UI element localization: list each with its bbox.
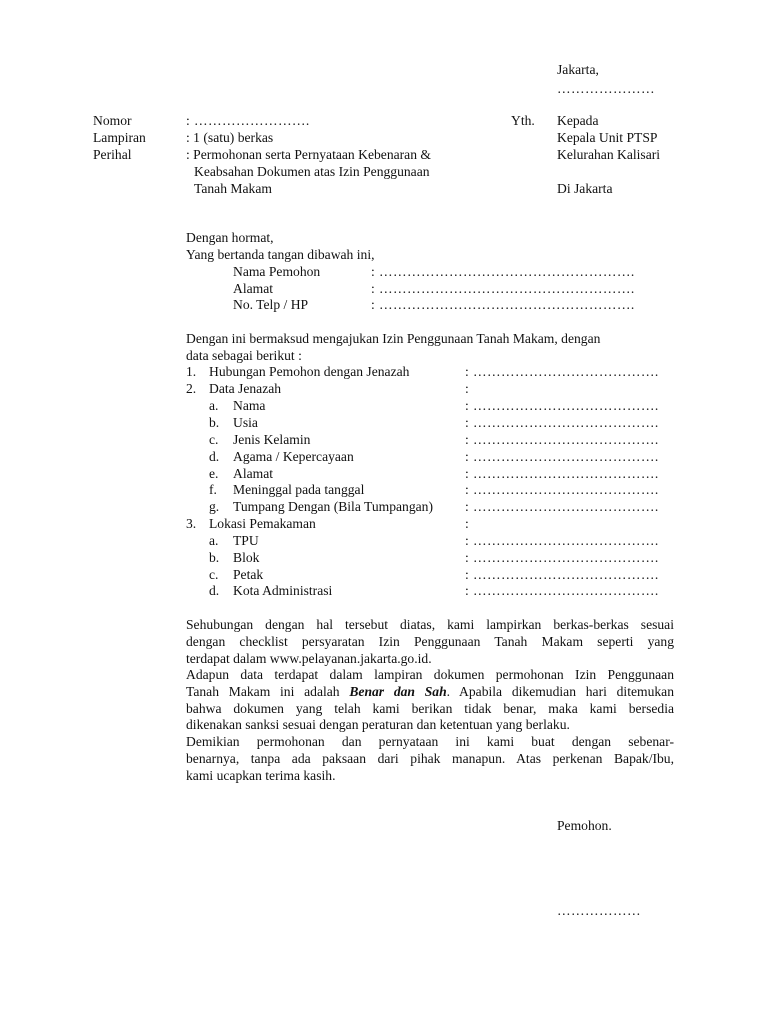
benar-dan-sah: Benar dan Sah xyxy=(349,683,447,699)
para2-line-3: bahwa dokumen yang telah kami berikan tidak benar, maka kami bersedia xyxy=(186,700,674,716)
signature-line: ……………… xyxy=(557,903,641,918)
item-sub-letter: a. xyxy=(209,533,219,548)
item-value: : …………………………………. xyxy=(465,398,659,413)
recipient-line-3: Kelurahan Kalisari xyxy=(557,147,661,162)
item-sub-letter: a. xyxy=(209,398,219,413)
para2-line-1: Adapun data terdapat dalam lampiran dokumen permohonan Izin Penggunaan xyxy=(186,667,674,682)
item-label: Jenis Kelamin xyxy=(233,432,311,447)
para1-line-2: dengan checklist persyaratan Izin Penggunaan Tanah Makam seperti yang xyxy=(186,633,674,649)
para2-line-2-post: . Apabila dikemudian hari ditemukan xyxy=(446,683,674,699)
para2-line-4: dikenakan sanksi sesuai dengan peraturan dan ketentuan yang berlaku. xyxy=(186,717,570,733)
intro-text: Yang bertanda tangan dibawah ini, xyxy=(186,247,375,262)
field-label-telp: No. Telp / HP xyxy=(233,297,309,312)
date-placeholder: ………………… xyxy=(557,81,655,96)
item-sub-letter: d. xyxy=(209,583,220,598)
item-sub-letter: c. xyxy=(209,432,219,447)
item-value: : …………………………………. xyxy=(465,583,659,598)
para3-line-1: Demikian permohonan dan pernyataan ini kami buat dengan sebenar- xyxy=(186,734,674,749)
field-value-nama-pemohon: : ………………………………………………. xyxy=(371,264,635,279)
paragraph-attachments xyxy=(186,617,674,667)
item-label: TPU xyxy=(233,533,259,548)
paragraph-closing xyxy=(186,734,674,784)
item-sub-letter: e. xyxy=(209,466,219,481)
item-value: : …………………………………. xyxy=(465,533,659,548)
item-label: Tumpang Dengan (Bila Tumpangan) xyxy=(233,499,434,514)
meta-label-lampiran: Lampiran xyxy=(93,130,146,145)
item-label: Petak xyxy=(233,567,264,582)
salutation: Dengan hormat, xyxy=(186,230,274,245)
item-label: Lokasi Pemakaman xyxy=(209,516,316,531)
recipient-line-2: Kepala Unit PTSP xyxy=(557,130,658,145)
meta-label-perihal: Perihal xyxy=(93,147,132,162)
meta-value-perihal: : Permohonan serta Pernyataan Kebenaran & xyxy=(186,147,431,162)
item-label: Agama / Kepercayaan xyxy=(233,449,354,464)
item-value: : …………………………………. xyxy=(465,466,659,481)
item-value: : …………………………………. xyxy=(465,364,659,379)
para1-line-1: Sehubungan dengan hal tersebut diatas, kami lampirkan berkas-berkas sesuai xyxy=(186,617,674,632)
perihal-cont-2: Tanah Makam xyxy=(194,181,272,196)
recipient-line-1: Kepada xyxy=(557,113,599,128)
item-label: Blok xyxy=(233,550,260,565)
item-value: : xyxy=(465,381,469,396)
paragraph-declaration xyxy=(186,667,674,734)
para2-line-2 xyxy=(186,684,674,701)
item-label: Usia xyxy=(233,415,258,430)
item-label: Nama xyxy=(233,398,266,413)
item-label: Alamat xyxy=(233,466,274,481)
field-value-telp: : ………………………………………………. xyxy=(371,297,635,312)
meta-value-lampiran: : 1 (satu) berkas xyxy=(186,130,274,145)
item-label: Data Jenazah xyxy=(209,381,282,396)
purpose-line-1: Dengan ini bermaksud mengajukan Izin Penggunaan Tanah Makam, dengan xyxy=(186,331,601,346)
item-sub-letter: d. xyxy=(209,449,220,464)
item-sub-letter: b. xyxy=(209,415,220,430)
signature-label: Pemohon. xyxy=(557,818,612,833)
yth-label: Yth. xyxy=(511,113,535,128)
item-value: : xyxy=(465,516,469,531)
para1-line-3: terdapat dalam www.pelayanan.jakarta.go.id. xyxy=(186,650,432,666)
item-value: : …………………………………. xyxy=(465,432,659,447)
item-sub-letter: b. xyxy=(209,550,220,565)
item-sub-letter: g. xyxy=(209,499,220,514)
para2-line-2-pre: Tanah Makam ini adalah xyxy=(186,683,350,699)
field-label-nama-pemohon: Nama Pemohon xyxy=(233,264,321,279)
perihal-cont-1: Keabsahan Dokumen atas Izin Penggunaan xyxy=(194,164,430,179)
item-value: : …………………………………. xyxy=(465,550,659,565)
item-label: Meninggal pada tanggal xyxy=(233,482,365,497)
item-sub-letter: c. xyxy=(209,567,219,582)
meta-value-nomor: : ……………………. xyxy=(186,113,310,128)
item-label: Kota Administrasi xyxy=(233,583,333,598)
item-number: 3. xyxy=(186,516,197,531)
field-value-alamat: : ………………………………………………. xyxy=(371,281,635,296)
item-value: : …………………………………. xyxy=(465,567,659,582)
para3-line-2: benarnya, tanpa ada paksaan dari pihak manapun. Atas perkenan Bapak/Ibu, xyxy=(186,750,674,766)
purpose-line-2: data sebagai berikut : xyxy=(186,348,302,363)
meta-label-nomor: Nomor xyxy=(93,113,132,128)
item-label: Hubungan Pemohon dengan Jenazah xyxy=(209,364,410,379)
recipient-line-5: Di Jakarta xyxy=(557,181,613,196)
item-value: : …………………………………. xyxy=(465,499,659,514)
place-date: Jakarta, xyxy=(557,62,599,77)
item-value: : …………………………………. xyxy=(465,415,659,430)
item-sub-letter: f. xyxy=(209,482,217,497)
para3-line-3: kami ucapkan terima kasih. xyxy=(186,767,336,783)
item-number: 1. xyxy=(186,364,197,379)
item-value: : …………………………………. xyxy=(465,482,659,497)
item-number: 2. xyxy=(186,381,197,396)
item-value: : …………………………………. xyxy=(465,449,659,464)
field-label-alamat: Alamat xyxy=(233,281,274,296)
